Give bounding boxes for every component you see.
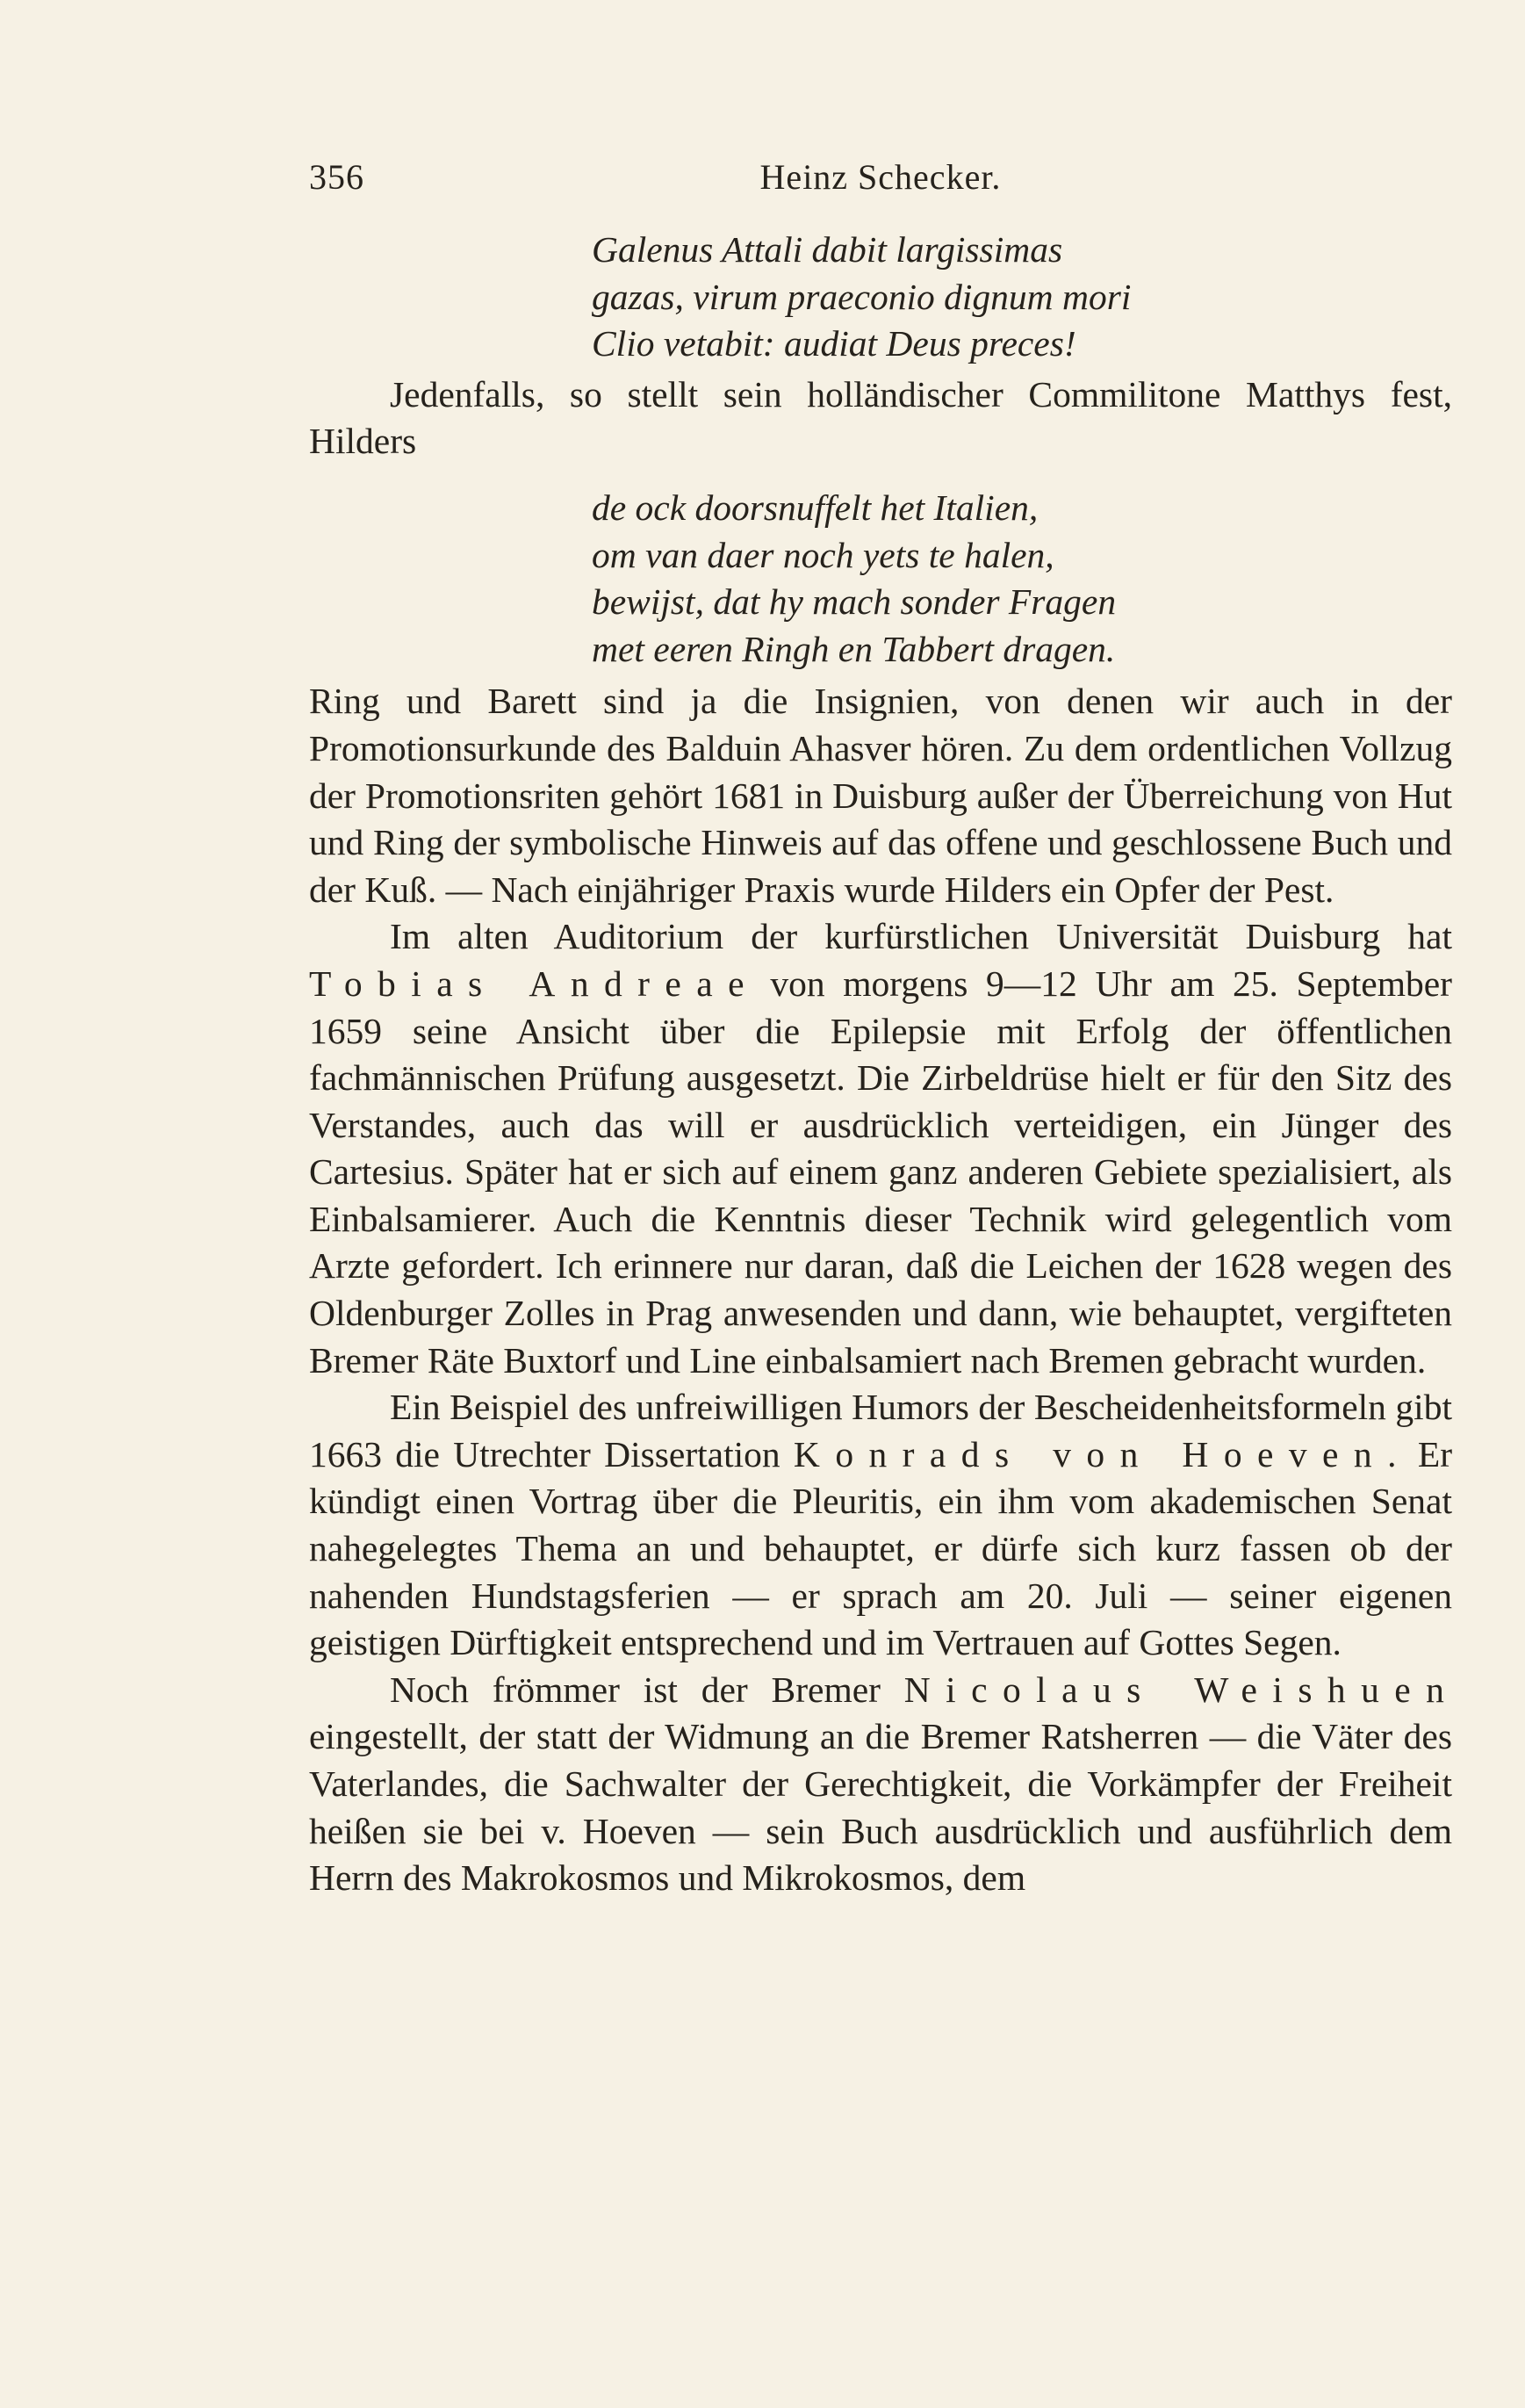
person-name: Konrads von Hoeven. bbox=[793, 1433, 1412, 1474]
paragraph-text: Noch frömmer ist der Bremer bbox=[390, 1669, 881, 1710]
paragraph-matthys: Jedenfalls, so stellt sein holländischer Commilitone Matthys fest, Hilders bbox=[309, 373, 1452, 462]
running-head: Heinz Schecker. bbox=[759, 157, 1002, 197]
paragraph-text: von morgens 9—12 Uhr am 25. September 1659 seine Ansicht über die Epilepsie mit Erfolg der öffentlichen fachmännischen Prüfung ausgesetzt. Die Zirbeldrüse hielt er für den Sitz des Verstandes, auch das will er ausdrücklich verteidigen, ein Jünger des Cartesius. Später hat er sich auf einem ganz anderen Gebiete spezialisiert, als Einbalsamierer. Auch die Kenntnis dieser Technik wird gelegentlich vom Arzte gefordert. Ich erinnere nur daran, daß die Leichen der 1628 wegen des Oldenburger Zolles in Prag anwesenden und dann, wie behauptet, vergifteten Bremer Räte Buxtorf und Line einbalsamiert nach Bremen gebracht wurden. bbox=[309, 962, 1452, 1381]
verse-line: om van daer noch yets te halen, bbox=[592, 534, 1054, 575]
page-number: 356 bbox=[309, 157, 364, 197]
verse-line: Galenus Attali dabit largissimas bbox=[592, 229, 1063, 270]
verse-line: met eeren Ringh en Tabbert dragen. bbox=[592, 628, 1116, 669]
verse-line: de ock doorsnuffelt het Italien, bbox=[592, 487, 1039, 528]
paragraph-andreae bbox=[309, 913, 1452, 1384]
paragraph-text: Ein Beispiel des unfreiwilligen Humors der Bescheidenheitsformeln gibt 1663 die Utrechter Dissertation bbox=[309, 1387, 1452, 1474]
paragraph-text: eingestellt, der statt der Widmung an die Bremer Ratsherren — die Väter des Vaterlandes, die Sachwalter der Gerechtigkeit, die Vorkämpfer der Freiheit heißen sie bei v. Hoeven — sein Buch ausdrücklich und ausführlich dem Herrn des Makrokosmos und Mikrokosmos, dem bbox=[309, 1716, 1452, 1899]
paragraph-insignien: Ring und Barett sind ja die Insignien, von denen wir auch in der Promotionsurkunde des Balduin Ahasver hören. Zu dem ordentlichen Vollzug der Promotionsriten gehört 1681 in Duisburg außer der Überreichung von Hut und Ring der symbolische Hinweis auf das offene und geschlossene Buch und der Kuß. — Nach einjähriger Praxis wurde Hilders ein Opfer der Pest. bbox=[309, 681, 1452, 910]
page-header bbox=[309, 156, 1452, 205]
body-text bbox=[309, 227, 1460, 1902]
dutch-verse bbox=[309, 485, 1452, 673]
verse-line: bewijst, dat hy mach sonder Fragen bbox=[592, 581, 1117, 623]
paragraph-text: Im alten Auditorium der kurfürstlichen Universität Duisburg hat bbox=[390, 916, 1452, 957]
verse-line: gazas, virum praeconio dignum mori bbox=[592, 276, 1132, 317]
paragraph-hoeven bbox=[309, 1384, 1452, 1667]
paragraph-weishuen bbox=[309, 1667, 1460, 1902]
latin-verse bbox=[309, 227, 1452, 368]
paragraph-text: Er kündigt einen Vortrag über die Pleuritis, ein ihm vom akademischen Senat nahegelegtes Thema an und behauptet, er dürfe sich kurz fassen ob der nahenden Hundstagsferien — er sprach am 20. Juli — seiner eigenen geistigen Dürftigkeit entsprechend und im Vertrauen auf Gottes Segen. bbox=[309, 1433, 1453, 1663]
verse-line: Clio vetabit: audiat Deus preces! bbox=[592, 323, 1076, 364]
person-name: Nicolaus Weishuen bbox=[903, 1669, 1460, 1710]
person-name: Tobias Andreae bbox=[309, 962, 759, 1004]
